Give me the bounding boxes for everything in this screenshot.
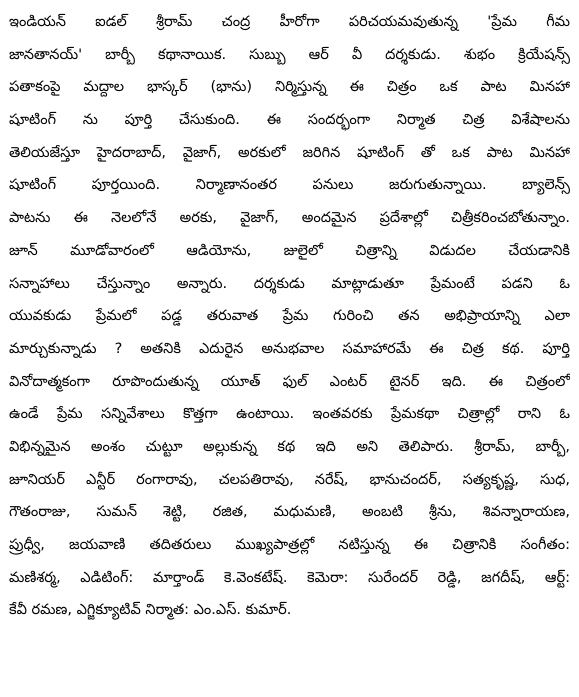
article-line-14: విభిన్నమైన అంశం చుట్టూ అల్లుకున్న కథ ఇది అని తెలిపారు. శ్రీరామ్, బార్బీ, xyxy=(9,438,570,455)
article-line-13: ఉండే ప్రేమ సన్నివేశాలు కొత్తగా ఉంటాయి. ఇంతవరకు ప్రేమకథా చిత్రాల్లో రాని ఓ xyxy=(9,406,570,423)
article-line-6: షూటింగ్ పూర్తయింది. నిర్మాణానంతర పనులు జరుగుతున్నాయి. బ్యాలెన్స్ xyxy=(9,177,570,194)
article-line-7: పాటను ఈ నెలలోనే అరకు, వైజాగ్, అందమైన ప్రదేశాల్లో చిత్రీకరించబోతున్నాం. xyxy=(9,210,570,227)
article-line-4: షూటింగ్ ను పూర్తి చేసుకుంది. ఈ సందర్భంగా నిర్మాత చిత్ర విశేషాలను xyxy=(9,112,570,129)
article-line-5: తెలియజేస్తూ హైదరాబాద్, వైజాగ్, అరకులో జరిగిన షూటింగ్ తో ఒక పాట మినహా xyxy=(9,144,570,161)
article-line-11: మార్చుకున్నాడు ? అతనికి ఎదురైన అనుభవాల సమాహారమే ఈ చిత్ర కథ. పూర్తి xyxy=(9,340,570,357)
article-line-16: గౌతంరాజు, సుమన్ శెట్టి, రజిత, మధుమణి, అంబటి శ్రీను, శివన్నారాయణ, xyxy=(9,504,570,521)
article-line-9: సన్నాహాలు చేస్తున్నాం అన్నారు. దర్శకుడు మాట్లాడుతూ ప్రేమంటే పడని ఓ xyxy=(9,275,570,292)
article-line-15: జూనియర్ ఎన్టీర్ రంగారావు, చలపతిరావు, నరేష్, భానుచందర్, సత్యకృష్ణ, సుధ, xyxy=(9,471,570,488)
article-line-17: ప్రుధ్వీ, జయవాణి తదితరులు ముఖ్యపాత్రల్లో నటిస్తున్న ఈ చిత్రానికి సంగీతం: xyxy=(9,537,570,553)
article-line-12: వినోదాత్మకంగా రూపొందుతున్న యూత్ ఫుల్ ఎంటర్ టైనర్ ఇది. ఈ చిత్రంలో xyxy=(9,373,570,390)
article-line-2: జానతానయ్' బార్బీ కథానాయిక. సుబ్బు ఆర్ వీ దర్శకుడు. శుభం క్రియేషన్స్ xyxy=(9,46,570,63)
article-line-1: ఇండియన్ ఐడల్ శ్రీరామ్ చంద్ర హీరోగా పరిచయమవుతున్న 'ప్రేమ గీమ xyxy=(9,14,570,30)
article-line-10: యువకుడు ప్రేమలో పడ్డ తరువాత ప్రేమ గురించి తన అభిప్రాయాన్ని ఎలా xyxy=(9,308,570,325)
article-line-19: కేవీ రమణ, ఎగ్జిక్యూటివ్ నిర్మాత: ఎం.ఎస్. కుమార్. xyxy=(9,602,292,619)
article-line-3: పతాకంపై మద్దాల భాస్కర్ (భాను) నిర్మిస్తున్న ఈ చిత్రం ఒక పాట మినహా xyxy=(9,79,570,96)
article-line-8: జూన్ మూడోవారంలో ఆడియోను, జులైలో చిత్రాన్ని విడుదల చేయడానికి xyxy=(9,242,570,259)
article-line-18: మణిశర్మ, ఎడిటింగ్: మార్తాండ్ కె.వెంకటేష్. కెమెరా: సురేందర్ రెడ్డి, జగదీష్, ఆర్ట్: xyxy=(9,569,570,586)
